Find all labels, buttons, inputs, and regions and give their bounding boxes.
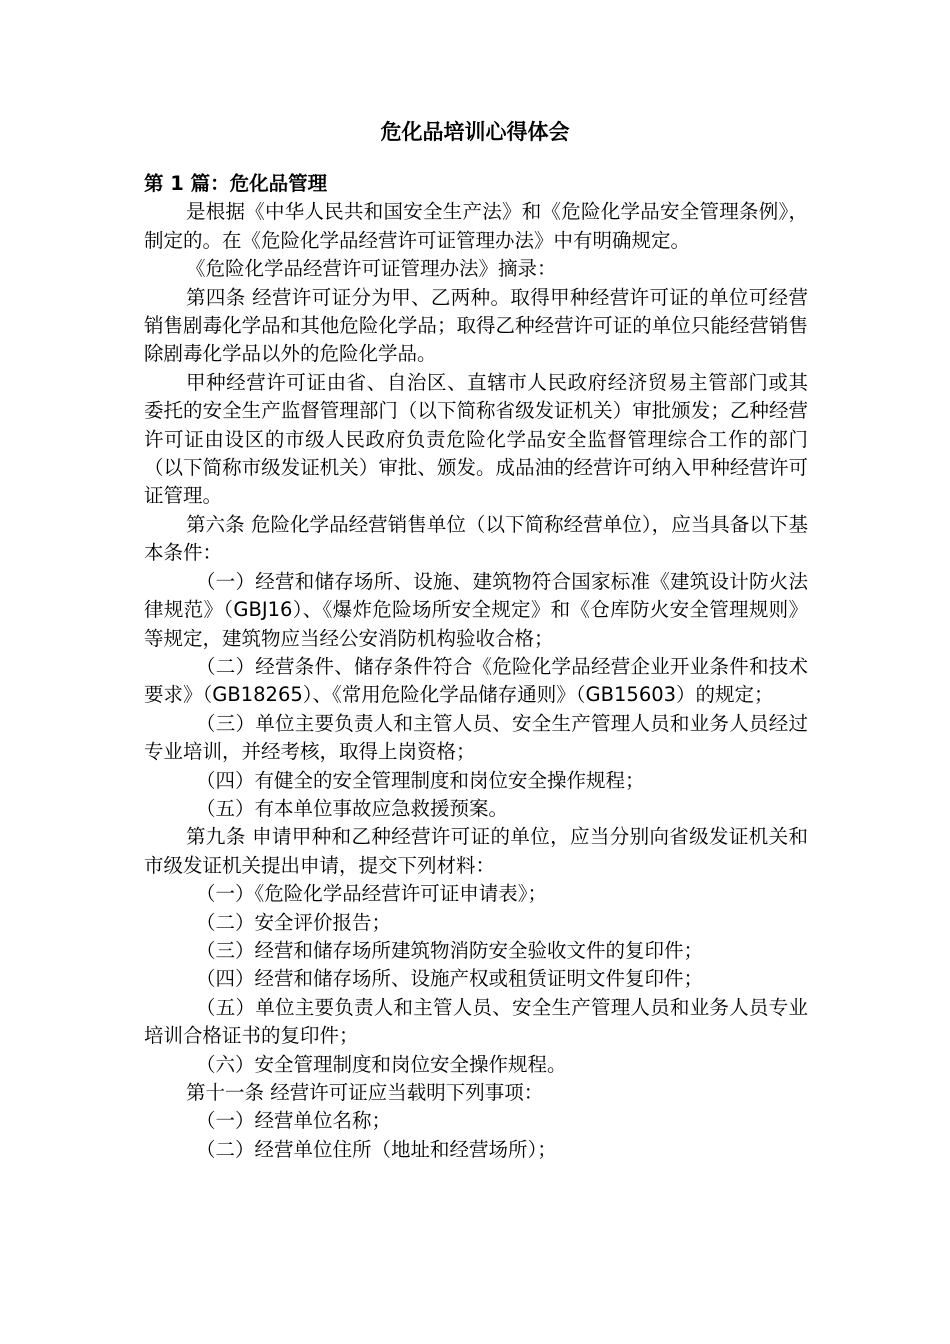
paragraph: 第四条 经营许可证分为甲、乙两种。取得甲种经营许可证的单位可经营销售剧毒化学品和其他危险化学品；取得乙种经营许可证的单位只能经营销售除剧毒化学品以外的危险化学品。 — [144, 285, 808, 366]
paragraph: 第十一条 经营许可证应当载明下列事项： — [186, 1081, 544, 1104]
section-heading: 第 1 篇：危化品管理 — [144, 172, 328, 195]
paragraph: 第九条 申请甲种和乙种经营许可证的单位，应当分别向省级发证机关和市级发证机关提出申请，提交下列材料： — [144, 825, 808, 877]
paragraph: 是根据《中华人民共和国安全生产法》和《危险化学品安全管理条例》，制定的。在《危险化学品经营许可证管理办法》中有明确规定。 — [144, 200, 808, 252]
list-item: （五）有本单位事故应急救援预案。 — [196, 796, 509, 820]
list-item: （三）单位主要负责人和主管人员、安全生产管理人员和业务人员经过专业培训，并经考核，取得上岗资格； — [144, 711, 808, 764]
list-item: （一）经营和储存场所、设施、建筑物符合国家标准《建筑设计防火法律规范》（GBJ16）、《爆炸危险场所安全规定》和《仓库防火安全管理规则》等规定，建筑物应当经公安消防机构验收合格； — [144, 569, 808, 650]
list-item: （四）有健全的安全管理制度和岗位安全操作规程； — [196, 768, 645, 792]
paragraph: 第六条 危险化学品经营销售单位（以下简称经营单位），应当具备以下基本条件： — [144, 512, 808, 565]
list-item: （三）经营和储存场所建筑物消防安全验收文件的复印件； — [196, 938, 704, 962]
list-item: （二）经营单位住所（地址和经营场所）； — [196, 1137, 557, 1161]
paragraph: 甲种经营许可证由省、自治区、直辖市人民政府经济贸易主管部门或其委托的安全生产监督管理部门（以下简称省级发证机关）审批颁发；乙种经营许可证由设区的市级人民政府负责危险化学品安全监督管理综合工作的部门（以下简称市级发证机关）审批、颁发。成品油的经营许可纳入甲种经营许可证管理。 — [144, 370, 808, 508]
list-item: （一）《危险化学品经营许可证申请表》； — [196, 882, 548, 906]
document-body — [144, 170, 808, 1164]
list-item: （五）单位主要负责人和主管人员、安全生产管理人员和业务人员专业培训合格证书的复印件； — [144, 995, 808, 1048]
list-item: （二）安全评价报告； — [196, 910, 392, 934]
list-item: （一）经营单位名称； — [196, 1109, 392, 1133]
document-title: 危化品培训心得体会 — [380, 120, 570, 144]
list-item: （二）经营条件、储存条件符合《危险化学品经营企业开业条件和技术要求》（GB18265）、《常用危险化学品储存通则》（GB15603）的规定； — [144, 654, 808, 707]
paragraph: 《危险化学品经营许可证管理办法》摘录： — [186, 257, 557, 281]
list-item: （六）安全管理制度和岗位安全操作规程。 — [196, 1052, 567, 1076]
list-item: （四）经营和储存场所、设施产权或租赁证明文件复印件； — [196, 967, 704, 991]
